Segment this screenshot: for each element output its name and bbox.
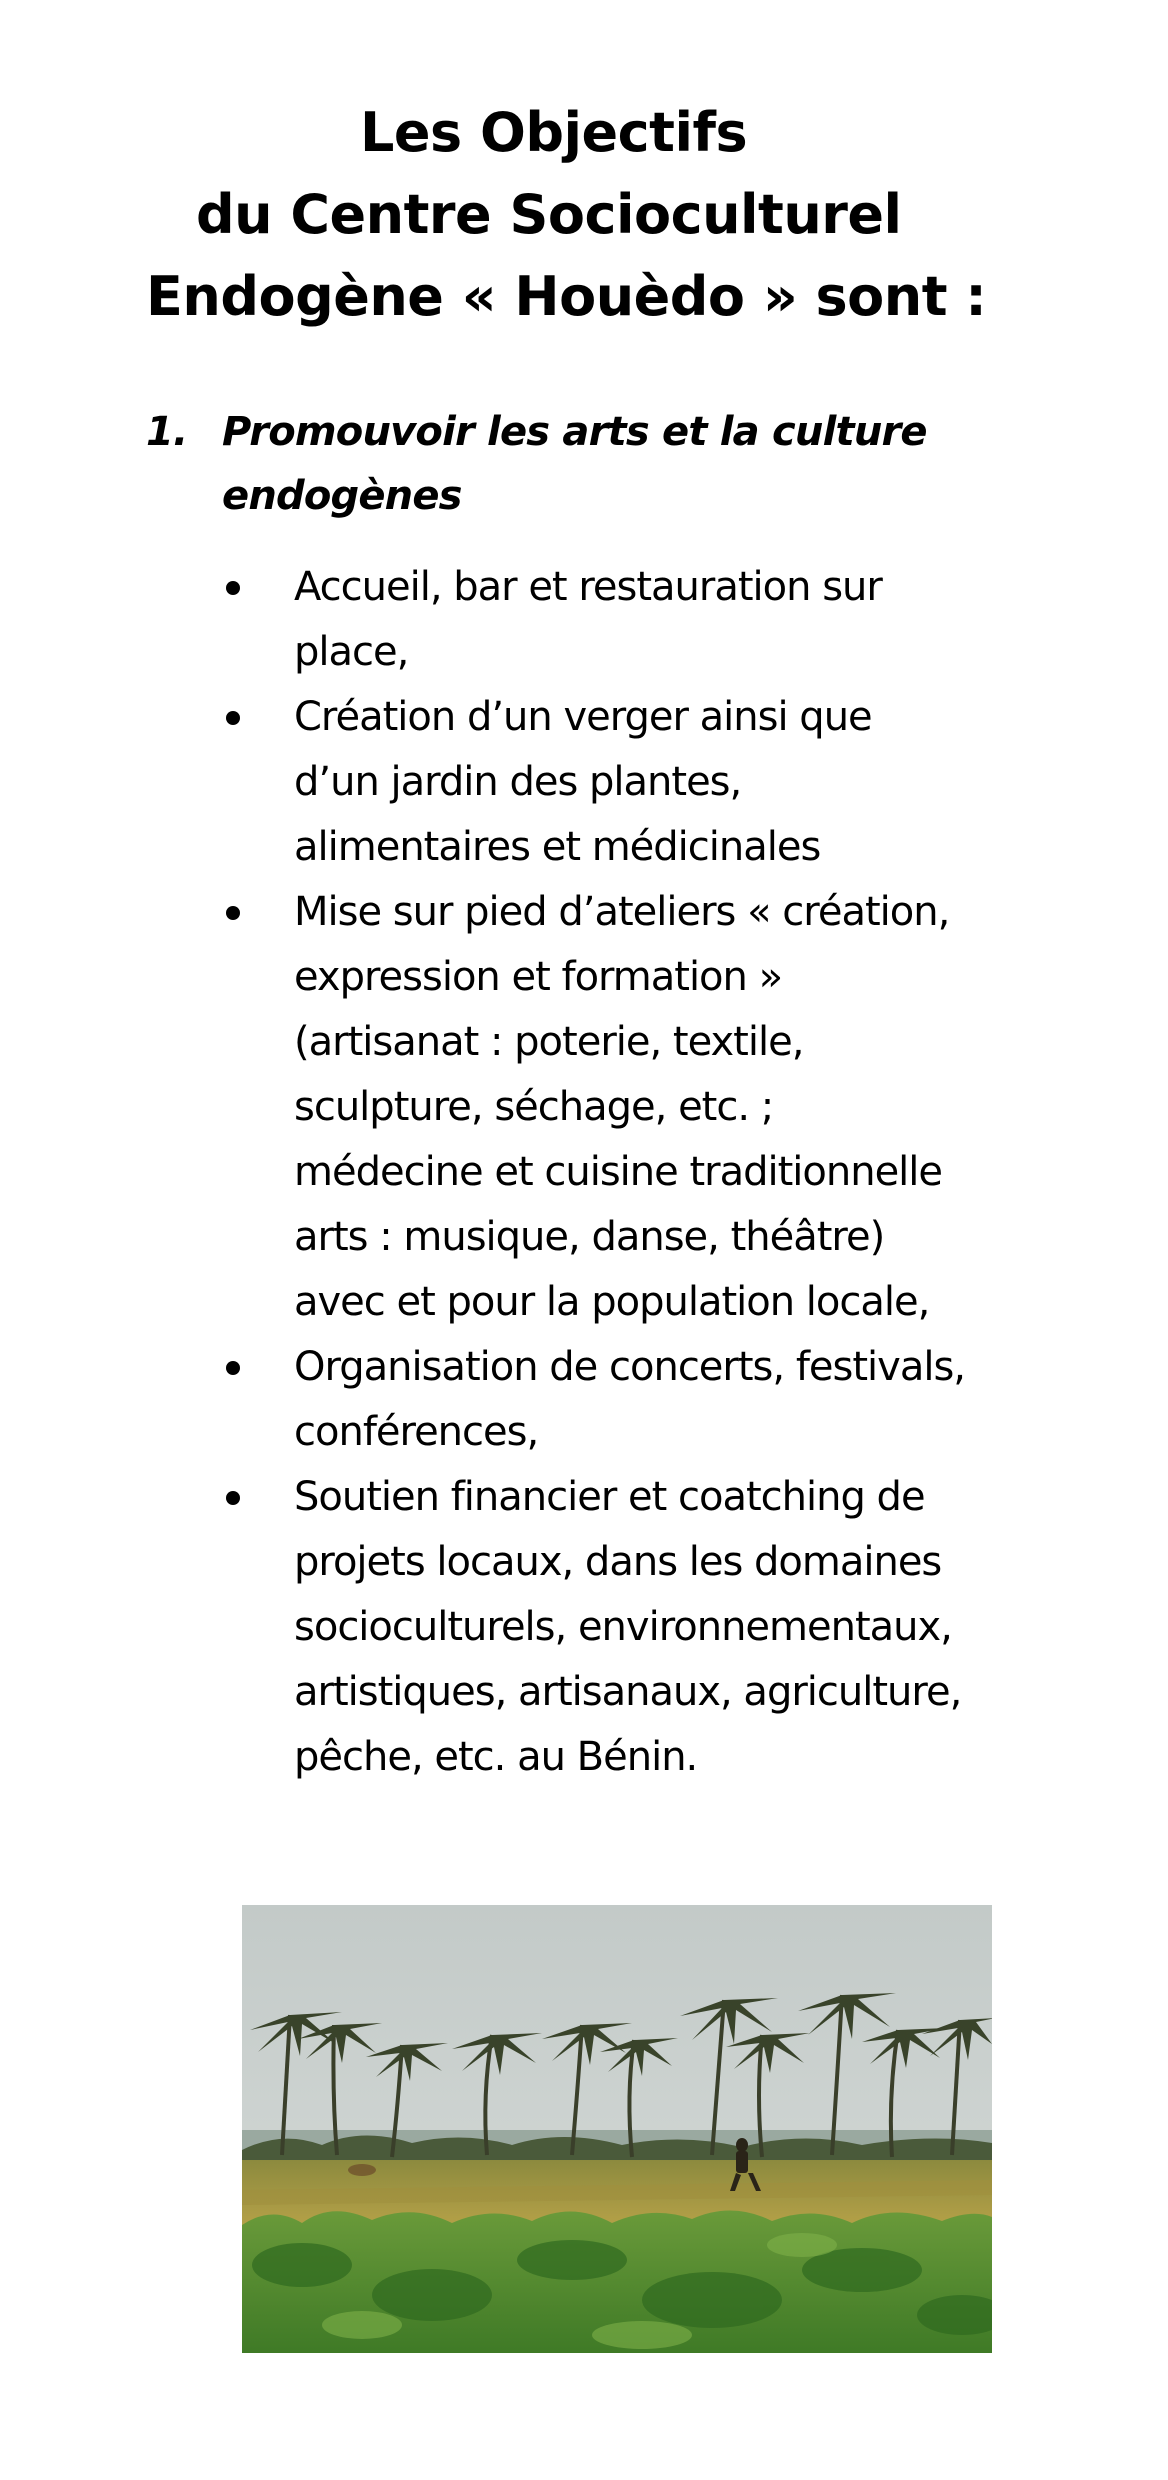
list-item-line: conférences,: [294, 1409, 539, 1455]
list-item: [218, 685, 1068, 880]
list-item-line: artistiques, artisanaux, agriculture,: [294, 1669, 962, 1715]
landscape-photo: [242, 1905, 992, 2353]
list-item-line: pêche, etc. au Bénin.: [294, 1734, 698, 1780]
list-item-line: Organisation de concerts, festivals,: [294, 1344, 965, 1390]
list-item: [218, 1335, 1068, 1465]
title-line-3: Endogène « Houèdo » sont :: [146, 265, 987, 328]
section-heading-line-1: Promouvoir les arts et la culture: [222, 409, 927, 455]
list-item-line: place,: [294, 629, 409, 675]
list-item-line: projets locaux, dans les domaines: [294, 1539, 942, 1585]
bullet-icon: [226, 711, 240, 725]
list-item-line: d’un jardin des plantes,: [294, 759, 742, 805]
objectives-list: [218, 555, 1068, 1790]
list-item-line: expression et formation »: [294, 954, 783, 1000]
bullet-icon: [226, 1491, 240, 1505]
palm-landscape-icon: [242, 1905, 992, 2353]
bullet-icon: [226, 906, 240, 920]
list-item-line: sculpture, séchage, etc. ;: [294, 1084, 774, 1130]
section-number: 1.: [146, 409, 188, 455]
list-item-line: socioculturels, environnementaux,: [294, 1604, 952, 1650]
list-item-line: médecine et cuisine traditionnelle: [294, 1149, 943, 1195]
section-heading-line-2: endogènes: [222, 473, 462, 519]
list-item-line: avec et pour la population locale,: [294, 1279, 930, 1325]
list-item-line: Mise sur pied d’ateliers « création,: [294, 889, 950, 935]
list-item-line: Accueil, bar et restauration sur: [294, 564, 882, 610]
bullet-icon: [226, 1361, 240, 1375]
list-item-line: Création d’un verger ainsi que: [294, 694, 872, 740]
list-item-line: (artisanat : poterie, textile,: [294, 1019, 804, 1065]
list-item: [218, 555, 1068, 685]
section-heading: [146, 400, 1046, 528]
list-item-line: Soutien financier et coatching de: [294, 1474, 925, 1520]
page-title: [130, 92, 987, 338]
section-heading-text: [222, 400, 942, 528]
list-item-line: arts : musique, danse, théâtre): [294, 1214, 885, 1260]
list-item: [218, 880, 1068, 1335]
bullet-icon: [226, 581, 240, 595]
title-line-1: Les Objectifs: [360, 101, 748, 164]
list-item-line: alimentaires et médicinales: [294, 824, 821, 870]
title-line-2: du Centre Socioculturel: [196, 183, 902, 246]
list-item: [218, 1465, 1068, 1790]
